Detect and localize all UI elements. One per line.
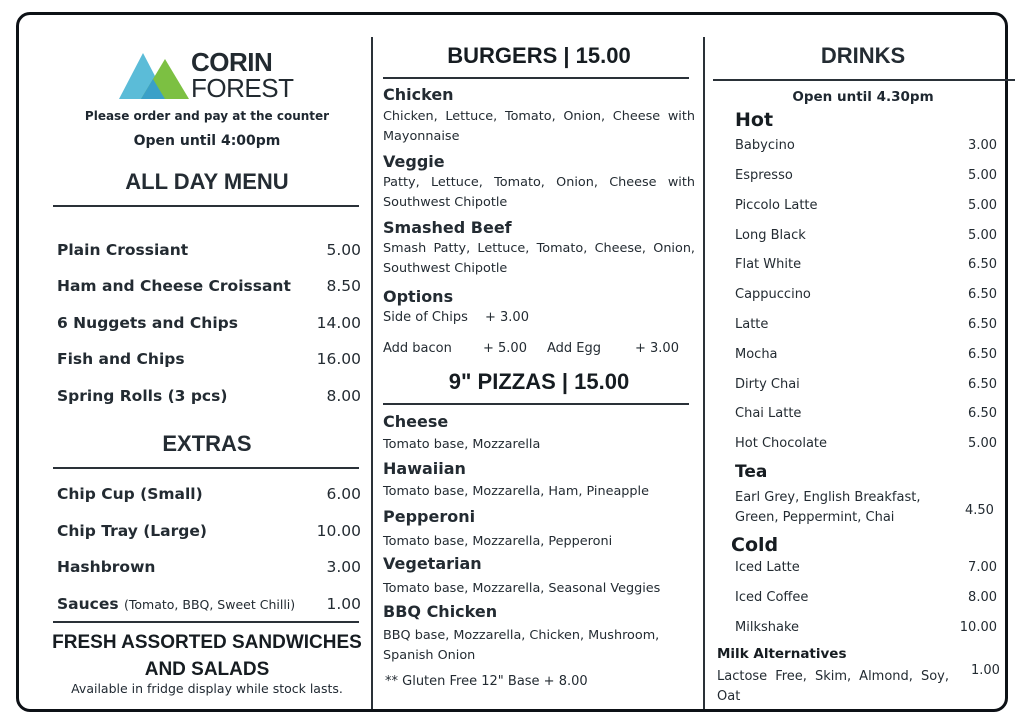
options-heading: Options	[383, 287, 454, 306]
column-divider	[703, 37, 705, 709]
drink-price: 5.00	[968, 198, 997, 213]
drink-price: 6.50	[968, 347, 997, 362]
milk-alternatives-heading: Milk Alternatives	[717, 646, 847, 662]
sauces-label: Sauces	[57, 595, 119, 613]
pizza-name: Vegetarian	[383, 554, 482, 573]
burger-name: Chicken	[383, 85, 454, 104]
drink-price: 7.00	[968, 560, 997, 575]
item-name: Hashbrown	[57, 558, 156, 576]
brand-line2: FOREST	[191, 73, 294, 103]
drink-price: 5.00	[968, 436, 997, 451]
item-name: Fish and Chips	[57, 350, 185, 368]
item-name: Spring Rolls (3 pcs)	[57, 387, 228, 405]
section-rule	[713, 79, 1015, 81]
option-price: + 3.00	[635, 341, 679, 356]
drink-row	[735, 377, 997, 392]
section-rule	[53, 467, 359, 469]
option-price: + 3.00	[485, 310, 529, 325]
order-note: Please order and pay at the counter	[84, 109, 330, 123]
drink-name: Chai Latte	[735, 406, 802, 421]
drink-price: 5.00	[968, 168, 997, 183]
item-price: 8.00	[326, 387, 361, 405]
pizza-name: Cheese	[383, 412, 449, 431]
menu-item	[57, 241, 361, 259]
item-name: 6 Nuggets and Chips	[57, 314, 238, 332]
brand-wordmark	[191, 49, 293, 101]
drink-name: Babycino	[735, 138, 795, 153]
drink-price: 5.00	[968, 228, 997, 243]
all-day-menu-heading: ALL DAY MENU	[125, 169, 289, 194]
drink-name: Dirty Chai	[735, 377, 800, 392]
menu-item	[57, 277, 361, 295]
tea-price: 4.50	[965, 503, 994, 518]
extras-heading: EXTRAS	[162, 431, 252, 456]
drink-row	[735, 198, 997, 213]
sandwich-note: Available in fridge display while stock lasts.	[71, 681, 343, 696]
item-price: 3.00	[326, 558, 361, 576]
drink-row	[735, 347, 997, 362]
burger-name: Smashed Beef	[383, 218, 512, 237]
drinks-opening-hours: Open until 4.30pm	[792, 89, 934, 105]
drink-name: Iced Latte	[735, 560, 800, 575]
menu-item	[57, 387, 361, 405]
tea-desc: Earl Grey, English Breakfast, Green, Peppermint, Chai	[735, 490, 921, 525]
menu-item	[57, 522, 361, 540]
drink-name: Hot Chocolate	[735, 436, 828, 451]
item-name: Chip Cup (Small)	[57, 485, 203, 503]
drink-row	[735, 287, 997, 302]
pizza-desc: BBQ base, Mozzarella, Chicken, Mushroom, Spanish Onion	[383, 628, 660, 663]
option-name: Side of Chips	[383, 310, 468, 325]
section-rule	[53, 621, 359, 623]
tea-heading: Tea	[735, 462, 768, 482]
drink-price: 6.50	[968, 257, 997, 272]
pizza-desc: Tomato base, Mozzarella, Seasonal Veggies	[383, 581, 661, 596]
drink-row	[735, 257, 997, 272]
drink-row	[735, 406, 997, 421]
opening-hours: Open until 4:00pm	[133, 133, 281, 149]
burger-desc: Patty, Lettuce, Tomato, Onion, Cheese with Southwest Chipotle	[383, 175, 695, 210]
drinks-heading: DRINKS	[820, 43, 906, 68]
burger-name: Veggie	[383, 152, 445, 171]
pizza-desc: Tomato base, Mozzarella	[383, 437, 541, 452]
menu-item	[57, 558, 361, 576]
item-name: Chip Tray (Large)	[57, 522, 207, 540]
drink-price: 6.50	[968, 377, 997, 392]
menu-item	[57, 350, 361, 368]
drink-price: 3.00	[968, 138, 997, 153]
item-price: 8.50	[326, 277, 361, 295]
drink-name: Milkshake	[735, 620, 800, 635]
brand-line1: CORIN	[191, 47, 273, 77]
hot-heading: Hot	[735, 109, 774, 131]
menu-item	[57, 314, 361, 332]
drink-row	[735, 620, 997, 635]
burger-desc: Smash Patty, Lettuce, Tomato, Cheese, Onion, Southwest Chipotle	[383, 241, 695, 276]
drink-name: Long Black	[735, 228, 806, 243]
gluten-free-note: ** Gluten Free 12" Base + 8.00	[385, 674, 588, 689]
milk-alternatives-desc: Lactose Free, Skim, Almond, Soy, Oat	[717, 669, 949, 704]
drink-name: Latte	[735, 317, 769, 332]
sandwich-line1: FRESH ASSORTED SANDWICHES	[52, 632, 362, 653]
option-name: Add bacon	[383, 341, 452, 356]
burgers-heading: BURGERS | 15.00	[447, 43, 631, 68]
pizza-name: Hawaiian	[383, 459, 466, 478]
drink-row	[735, 436, 997, 451]
drink-row	[735, 590, 997, 605]
option-price: + 5.00	[483, 341, 527, 356]
drink-row	[735, 168, 997, 183]
item-price: 6.00	[326, 485, 361, 503]
pizzas-heading: 9" PIZZAS | 15.00	[448, 369, 630, 394]
drink-name: Piccolo Latte	[735, 198, 818, 213]
pizza-name: BBQ Chicken	[383, 602, 498, 621]
drink-name: Iced Coffee	[735, 590, 809, 605]
drink-row	[735, 138, 997, 153]
item-name: Plain Crossiant	[57, 241, 189, 259]
cold-heading: Cold	[731, 534, 779, 556]
item-name: Ham and Cheese Croissant	[57, 277, 291, 295]
sandwich-heading	[49, 629, 365, 683]
drink-name: Espresso	[735, 168, 793, 183]
drink-price: 6.50	[968, 406, 997, 421]
section-rule	[383, 77, 689, 79]
item-price: 14.00	[316, 314, 361, 332]
menu-board	[16, 12, 1008, 712]
section-rule	[383, 403, 689, 405]
milk-alternatives-price: 1.00	[971, 663, 1000, 678]
menu-item	[57, 485, 361, 503]
drink-price: 6.50	[968, 287, 997, 302]
menu-item	[57, 595, 361, 613]
drink-name: Cappuccino	[735, 287, 811, 302]
drink-row	[735, 317, 997, 332]
sauces-note: (Tomato, BBQ, Sweet Chilli)	[124, 597, 296, 612]
pizza-desc: Tomato base, Mozzarella, Pepperoni	[383, 534, 613, 549]
pizza-desc: Tomato base, Mozzarella, Ham, Pineapple	[383, 484, 649, 499]
pizza-name: Pepperoni	[383, 507, 476, 526]
drink-price: 8.00	[968, 590, 997, 605]
drink-row	[735, 560, 997, 575]
item-price: 16.00	[316, 350, 361, 368]
sandwich-line2: AND SALADS	[144, 659, 270, 680]
item-name	[57, 595, 295, 613]
drink-row	[735, 228, 997, 243]
item-price: 10.00	[316, 522, 361, 540]
drink-name: Mocha	[735, 347, 778, 362]
item-price: 5.00	[326, 241, 361, 259]
drink-name: Flat White	[735, 257, 802, 272]
burger-desc: Chicken, Lettuce, Tomato, Onion, Cheese with Mayonnaise	[383, 109, 695, 144]
drink-price: 10.00	[959, 620, 997, 635]
drink-price: 6.50	[968, 317, 997, 332]
section-rule	[53, 205, 359, 207]
column-divider	[371, 37, 373, 709]
item-price: 1.00	[326, 595, 361, 613]
option-name: Add Egg	[547, 341, 602, 356]
